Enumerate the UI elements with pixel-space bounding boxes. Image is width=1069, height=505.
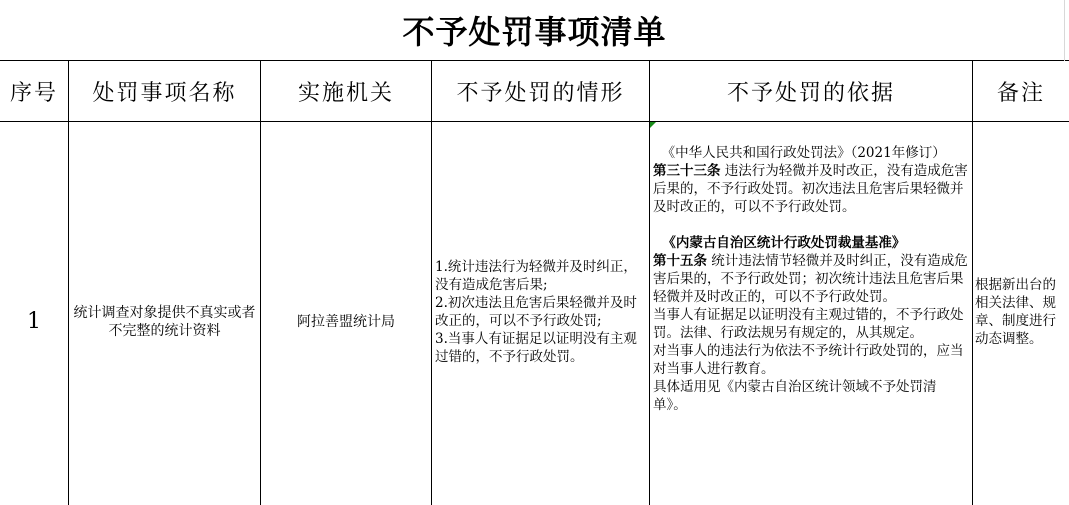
situation-item: 3.当事人有证据足以证明没有主观过错的，不予行政处罚。 — [435, 331, 637, 365]
situation-item: 2.初次违法且危害后果轻微并及时改正的，可以不予行政处罚; — [435, 295, 637, 329]
agency-text: 阿拉善盟统计局 — [297, 314, 395, 330]
law2-para3: 对当事人的违法行为依法不予统计行政处罚的，应当对当事人进行教育。 — [653, 343, 964, 377]
law2-text: 统计违法情节轻微并及时纠正，没有造成危害后果的，不予行政处罚；初次统计违法且危害后果轻微并及时改正的，可以不予行政处罚。 — [653, 253, 968, 305]
title-cell[interactable] — [0, 0, 1069, 61]
header-item-name[interactable]: 处罚事项名称 — [69, 61, 261, 122]
law1-article: 第三十三条 — [653, 163, 721, 179]
law1-title: 《中华人民共和国行政处罚法》（2021年修订） — [661, 145, 946, 161]
table-row — [0, 122, 1069, 505]
cell-seq[interactable] — [0, 122, 69, 505]
header-row — [0, 61, 1069, 122]
header-seq[interactable]: 序号 — [0, 61, 69, 122]
grid-line — [1064, 0, 1065, 61]
header-basis[interactable]: 不予处罚的依据 — [650, 61, 973, 122]
seq-number: 1 — [27, 309, 41, 334]
law2-article: 第十五条 — [653, 253, 707, 269]
header-agency[interactable]: 实施机关 — [261, 61, 432, 122]
cell-item-name[interactable] — [69, 122, 261, 505]
remark-text: 根据新出台的相关法律、规章、制度进行动态调整。 — [975, 277, 1056, 347]
law1-clause — [653, 162, 970, 216]
law2-title: 《内蒙古自治区统计行政处罚裁量基准》 — [662, 235, 906, 251]
law1-text: 违法行为轻微并及时改正，没有造成危害后果的，不予行政处罚。初次违法且危害后果轻微并及时改正的，可以不予行政处罚。 — [653, 163, 968, 215]
header-remark[interactable]: 备注 — [973, 61, 1069, 122]
law2-para4: 具体适用见《内蒙古自治区统计领域不予处罚清单》。 — [653, 379, 937, 413]
page-title: 不予处罚事项清单 — [402, 13, 667, 51]
cell-basis[interactable] — [650, 122, 973, 505]
cell-situation[interactable] — [432, 122, 650, 505]
law2-clause — [653, 252, 970, 306]
header-situation[interactable]: 不予处罚的情形 — [432, 61, 650, 122]
law2-para2: 当事人有证据足以证明没有主观过错的，不予行政处罚。法律、行政法规另有规定的，从其规定。 — [653, 307, 964, 341]
cell-agency[interactable] — [261, 122, 432, 505]
cell-comment-marker — [650, 122, 656, 128]
situation-item: 1.统计违法行为轻微并及时纠正，没有造成危害后果; — [435, 259, 637, 293]
item-name-text: 统计调查对象提供不真实或者不完整的统计资料 — [73, 305, 256, 339]
cell-remark[interactable] — [973, 122, 1069, 505]
